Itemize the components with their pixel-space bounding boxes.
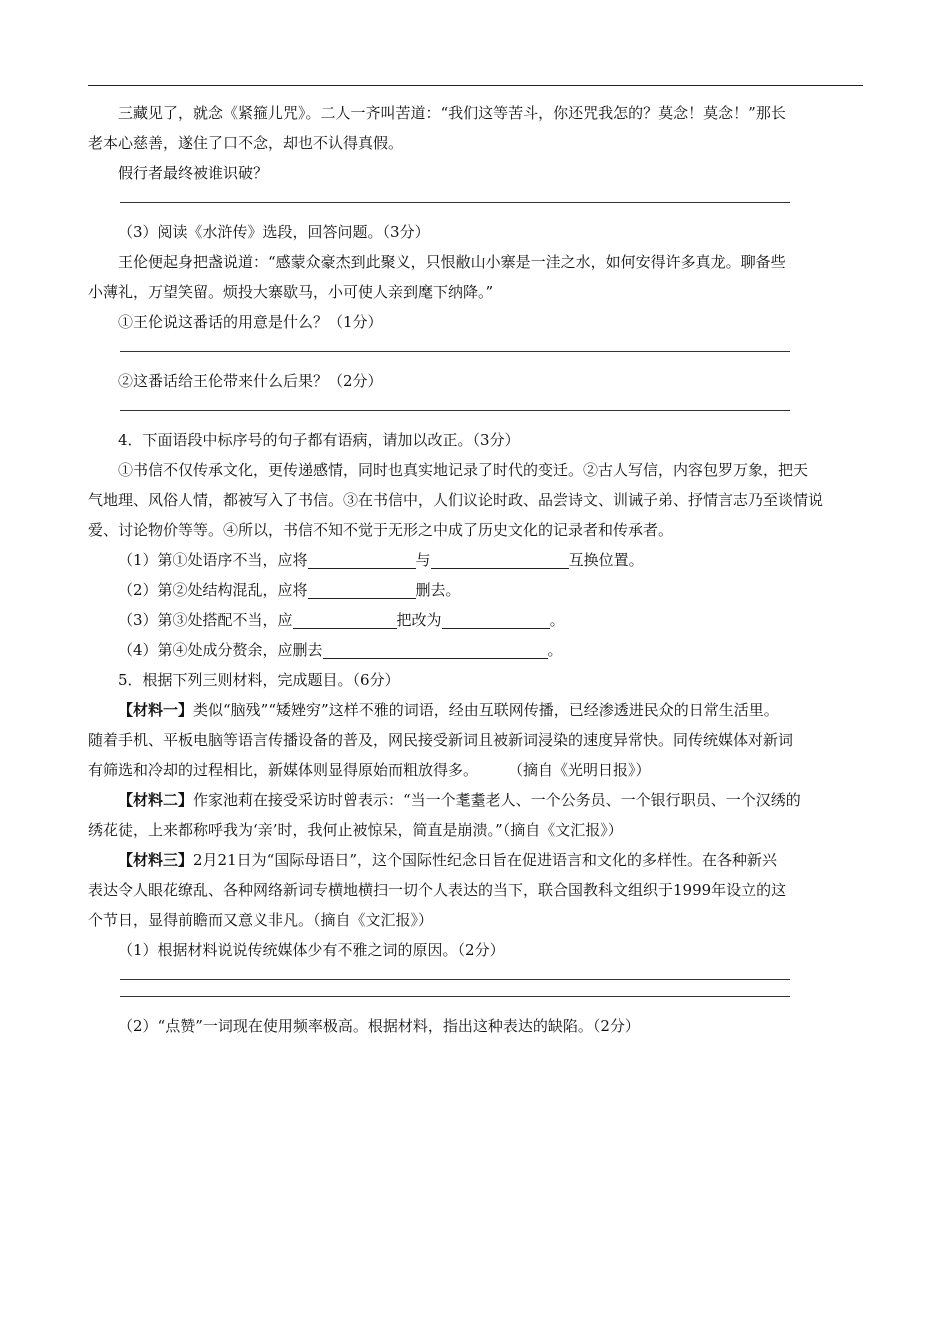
paragraph-line: 爱、讨论物价等等。④所以，书信不知不觉于无形之中成了历史文化的记录者和传承者。	[88, 521, 674, 539]
answer-line[interactable]	[120, 979, 790, 980]
fill-blank[interactable]	[442, 610, 550, 629]
sub-question: （1）根据材料说说传统媒体少有不雅之词的原因。（2分）	[118, 941, 505, 959]
fill-text: 。	[549, 611, 565, 629]
sub-question: ①王伦说这番话的用意是什么？（1分）	[118, 313, 383, 331]
header-rule	[88, 85, 863, 86]
fill-blank[interactable]	[308, 550, 416, 569]
fill-item-2	[88, 575, 866, 605]
fill-text: 删去。	[415, 581, 461, 599]
material-text: 作家池莉在接受采访时曾表示：“当一个耄耋老人、一个公务员、一个银行职员、一个汉绣的	[193, 791, 801, 809]
quote-line: 小薄礼，万望笑留。烦投大寨歇马，小可使人亲到麾下纳降。”	[88, 283, 494, 301]
material-1-line: 随着手机、平板电脑等语言传播设备的普及，网民接受新词且被新词浸染的速度异常快。同传统媒体对新词	[88, 731, 794, 749]
fill-item-3	[88, 605, 866, 635]
material-text: 类似“脑残”“矮矬穷”这样不雅的词语，经由互联网传播，已经渗透进民众的日常生活里。	[193, 701, 779, 719]
fill-text: 与	[415, 551, 431, 569]
material-text: 2月21日为“国际母语日”，这个国际性纪念日旨在促进语言和文化的多样性。在各种新兴	[193, 851, 777, 869]
fill-text: 。	[547, 641, 563, 659]
fill-item-1	[88, 545, 866, 575]
passage-line: 三藏见了，就念《紧箍儿咒》。二人一齐叫苦道：“我们这等苦斗，你还咒我怎的？莫念！莫念！”那长	[118, 104, 786, 122]
answer-line[interactable]	[120, 202, 790, 203]
answer-line[interactable]	[120, 996, 790, 997]
material-1-line: 有筛选和冷却的过程相比，新媒体则显得原始而粗放得多。 （摘自《光明日报》）	[88, 761, 651, 779]
fill-text: 互换位置。	[568, 551, 644, 569]
fill-blank[interactable]	[308, 580, 416, 599]
fill-blank[interactable]	[323, 640, 548, 659]
quote-line: 王伦便起身把盏说道：“感蒙众豪杰到此聚义，只恨敝山小寨是一洼之水，如何安得许多真龙。聊备些	[118, 253, 786, 271]
material-1-line	[88, 695, 866, 725]
answer-line[interactable]	[120, 410, 790, 411]
material-3-line	[88, 845, 866, 875]
fill-blank[interactable]	[293, 610, 397, 629]
answer-line[interactable]	[120, 351, 790, 352]
fill-blank[interactable]	[431, 550, 569, 569]
fill-text: （1）第①处语序不当，应将	[118, 551, 308, 569]
fill-item-4	[88, 635, 866, 665]
question-title: 5．根据下列三则材料，完成题目。（6分）	[118, 671, 400, 689]
material-2-line	[88, 785, 866, 815]
paragraph-line: 气地理、风俗人情，都被写入了书信。③在书信中，人们议论时政、品尝诗文、训诫子弟、抒情言志乃至谈情说	[88, 491, 824, 509]
material-3-line: 表达令人眼花缭乱、各种网络新词专横地横扫一切个人表达的当下，联合国教科文组织于1999年设立的这	[88, 881, 787, 899]
fill-text: （2）第②处结构混乱，应将	[118, 581, 308, 599]
material-3-line: 个节日，显得前瞻而又意义非凡。（摘自《文汇报》）	[88, 911, 434, 929]
sub-question: ②这番话给王伦带来什么后果？（2分）	[118, 372, 383, 390]
material-label: 【材料一】	[118, 701, 194, 719]
material-label: 【材料二】	[118, 791, 194, 809]
fill-text: 把改为	[396, 611, 442, 629]
question-text: 假行者最终被谁识破？	[118, 164, 269, 182]
question-title: （3）阅读《水浒传》选段，回答问题。（3分）	[118, 223, 430, 241]
exam-content	[88, 98, 866, 1041]
paragraph-line: ①书信不仅传承文化，更传递感情，同时也真实地记录了时代的变迁。②古人写信，内容包罗万象，把天	[118, 461, 809, 479]
passage-line: 老本心慈善，遂住了口不念，却也不认得真假。	[88, 134, 404, 152]
fill-text: （4）第④处成分赘余，应删去	[118, 641, 323, 659]
sub-question: （2）“点赞”一词现在使用频率极高。根据材料，指出这种表达的缺陷。（2分）	[118, 1017, 640, 1035]
material-2-line: 绣花徒，上来都称呼我为‘亲’时，我何止被惊呆，简直是崩溃。”（摘自《文汇报》）	[88, 821, 623, 839]
question-title: 4．下面语段中标序号的句子都有语病，请加以改正。（3分）	[118, 431, 520, 449]
material-label: 【材料三】	[118, 851, 194, 869]
fill-text: （3）第③处搭配不当，应	[118, 611, 293, 629]
